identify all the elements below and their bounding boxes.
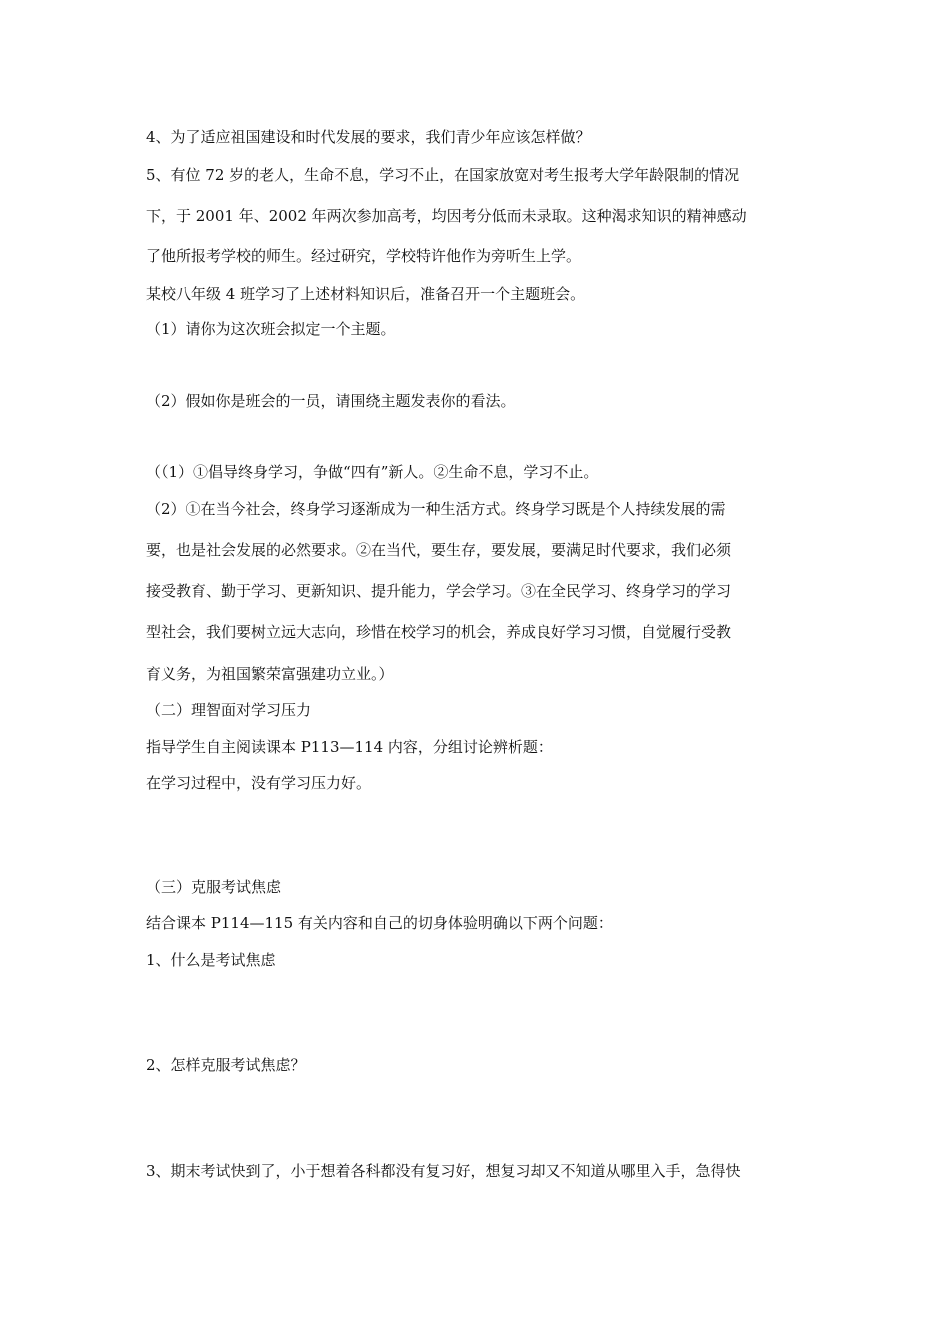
subquestion-2: （2）假如你是班会的一员，请围绕主题发表你的看法。 xyxy=(146,392,516,410)
class-meeting-intro: 某校八年级 4 班学习了上述材料知识后，准备召开一个主题班会。 xyxy=(146,285,586,303)
answer-2-line-5: 育义务，为祖国繁荣富强建功立业。） xyxy=(146,665,394,683)
subquestion-1: （1）请你为这次班会拟定一个主题。 xyxy=(146,320,396,338)
section-3-question-3: 3、期末考试快到了，小于想着各科都没有复习好，想复习却又不知道从哪里入手，急得快 xyxy=(146,1162,741,1180)
section-3-heading: （三）克服考试焦虑 xyxy=(146,878,282,896)
question-5-line-2: 下，于 2001 年、2002 年两次参加高考，均因考分低而未录取。这种渴求知识的精神感动 xyxy=(146,207,747,225)
section-2-statement: 在学习过程中，没有学习压力好。 xyxy=(146,774,372,792)
answer-2-line-4: 型社会，我们要树立远大志向，珍惜在校学习的机会，养成良好学习习惯，自觉履行受教 xyxy=(146,623,732,641)
section-3-instruction: 结合课本 P114—115 有关内容和自己的切身体验明确以下两个问题： xyxy=(146,914,613,932)
answer-2-line-2: 要，也是社会发展的必然要求。②在当代，要生存，要发展，要满足时代要求，我们必须 xyxy=(146,541,732,559)
section-2-heading: （二）理智面对学习压力 xyxy=(146,701,312,719)
question-5-line-1: 5、有位 72 岁的老人，生命不息，学习不止，在国家放宽对考生报考大学年龄限制的情况 xyxy=(146,166,740,184)
section-2-instruction: 指导学生自主阅读课本 P113—114 内容，分组讨论辨析题： xyxy=(146,738,553,756)
answer-2-line-3: 接受教育、勤于学习、更新知识、提升能力，学会学习。③在全民学习、终身学习的学习 xyxy=(146,582,732,600)
section-3-question-2: 2、怎样克服考试焦虑？ xyxy=(146,1056,306,1074)
answer-2-line-1: （2）①在当今社会，终身学习逐渐成为一种生活方式。终身学习既是个人持续发展的需 xyxy=(146,500,726,518)
answer-1: （（1）①倡导终身学习，争做“四有”新人。②生命不息，学习不止。 xyxy=(146,463,599,481)
question-4: 4、为了适应祖国建设和时代发展的要求，我们青少年应该怎样做？ xyxy=(146,128,591,146)
section-3-question-1: 1、什么是考试焦虑 xyxy=(146,951,276,969)
question-5-line-3: 了他所报考学校的师生。经过研究，学校特许他作为旁听生上学。 xyxy=(146,247,582,265)
